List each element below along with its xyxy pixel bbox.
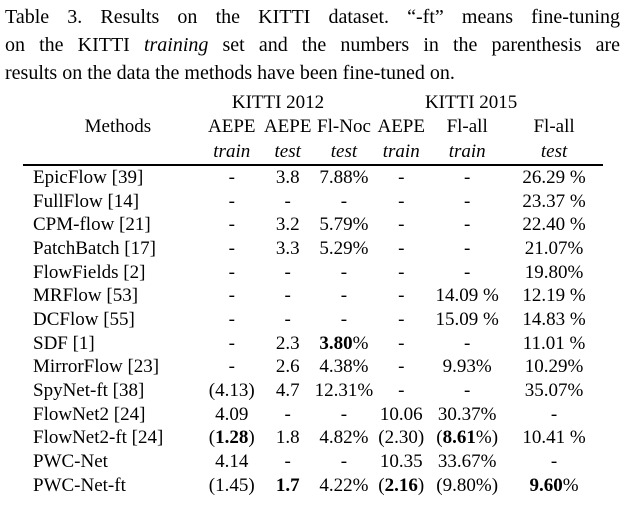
table-cell: 3.2 [275,214,300,236]
table-cell: 10.35 [379,451,423,473]
table-cell: - [340,403,348,425]
table-cell: - [550,451,558,473]
empty-cell [23,139,203,165]
table-cell: 4.09 [215,403,249,425]
table-cell: - [398,380,405,402]
empty-cell [23,92,203,114]
method-name: CPM-flow [21] [33,214,151,236]
table-cell: - [284,190,291,212]
table-cell: - [464,261,471,283]
table-cell: (4.13) [208,380,255,402]
table-cell: - [398,308,405,330]
table-cell: - [228,214,235,236]
table-cell: - [464,190,471,212]
table-cell: 4.7 [275,380,300,402]
table-header [23,92,603,165]
table-cell: (1.28) [208,427,255,449]
table-cell: 3.3 [275,237,300,259]
split-header-row [23,139,603,165]
table-cell: - [228,356,235,378]
table-cell: - [284,403,291,425]
table-cell: - [284,451,291,473]
table-cell: - [284,261,291,283]
method-name: FlowFields [2] [33,261,146,283]
table-row [23,332,603,356]
table-cell: 12.19 % [522,285,586,307]
table-cell: - [284,285,291,307]
table-cell: (8.61%) [436,427,499,449]
method-name: PWC-Net [33,451,108,473]
method-name: SpyNet-ft [38] [33,380,145,402]
caption-line-3: results on the data the methods have been fine-tuned on. [5,62,455,84]
table-cell: - [340,261,348,283]
caption-line-2-italic: training [143,34,209,56]
table-cell: - [398,214,405,236]
table-cell: 1.7 [275,474,300,496]
column-header-aepe-2012-train: AEPE [208,115,256,137]
table-cell: 5.29% [319,237,369,259]
table-cell: 22.40 % [522,214,586,236]
table-cell: (2.16) [378,474,425,496]
table-cell: 26.29 % [522,166,586,188]
table-cell: 5.79% [319,214,369,236]
column-group-kitti-2012: KITTI 2012 [231,92,325,113]
table-cell: 4.22% [319,474,369,496]
method-name: EpicFlow [39] [33,166,144,188]
table-cell: - [464,214,471,236]
split-label: test [261,139,315,165]
table-cell: - [340,451,348,473]
table-cell: - [464,380,471,402]
table-cell: - [340,308,348,330]
method-name: FlowNet2 [24] [33,403,146,425]
table-cell: - [398,190,405,212]
method-name: MirrorFlow [23] [33,356,160,378]
table-cell: 15.09 % [435,308,499,330]
table-cell: 10.29% [524,356,584,378]
results-table [23,92,603,498]
table-cell: (9.80%) [436,474,499,496]
table-cell: - [398,285,405,307]
table-row [23,165,603,190]
table-body [23,165,603,498]
table-cell: - [228,285,235,307]
table-cell: - [228,190,235,212]
table-cell: (2.30) [378,427,425,449]
table-cell: - [398,332,405,354]
column-header-aepe-2015-train: AEPE [377,115,425,137]
method-name: SDF [1] [33,332,95,354]
method-name: PWC-Net-ft [33,474,126,496]
table-caption [0,0,625,87]
table-row [23,213,603,237]
caption-line-2 [5,31,620,59]
method-name: FullFlow [14] [33,190,140,212]
table-cell: 3.80% [319,332,369,354]
table-cell: 1.8 [275,427,300,449]
table-cell: - [464,237,471,259]
column-group-kitti-2015: KITTI 2015 [424,92,518,113]
table-cell: 12.31% [314,380,374,402]
table-row [23,379,603,403]
table-cell: 2.3 [275,332,300,354]
table-row [23,190,603,214]
table-cell: 3.8 [275,166,300,188]
method-name: MRFlow [53] [33,285,139,307]
table-cell: - [550,403,558,425]
split-label: train [203,139,261,165]
table-cell: - [228,166,235,188]
table-cell: - [228,332,235,354]
table-cell: 14.09 % [435,285,499,307]
table-row [23,356,603,380]
caption-line-1: Table 3. Results on the KITTI dataset. “-ft” means fine-tuning [5,6,620,28]
method-name: DCFlow [55] [33,308,135,330]
table-cell: 19.80% [524,261,584,283]
table-cell: 23.37 % [522,190,586,212]
table-cell: 4.38% [319,356,369,378]
table-row [23,308,603,332]
table-row [23,403,603,427]
table-row [23,427,603,451]
table-row [23,237,603,261]
table-row [23,284,603,308]
method-name: PatchBatch [17] [33,237,156,259]
split-label: train [429,139,505,165]
column-header-flall-2015-test: Fl-all [533,115,575,137]
table-cell: 2.6 [275,356,300,378]
table-cell: 10.06 [379,403,423,425]
split-label: train [373,139,429,165]
column-header-flnoc-2012-test: Fl-Noc [317,115,371,137]
table-row [23,261,603,285]
methods-column-header: Methods [84,115,152,137]
table-cell: 7.88% [319,166,369,188]
table-cell: - [398,261,405,283]
metric-header-row [23,114,603,139]
split-label: test [505,139,603,165]
table-cell: - [398,166,405,188]
table-cell: - [340,285,348,307]
caption-line-2-pre: on the KITTI [5,34,144,56]
table-row [23,474,603,498]
table-cell: 33.67% [437,451,497,473]
table-cell: 30.37% [437,403,497,425]
table-cell: - [228,237,235,259]
table-cell: - [228,308,235,330]
table-cell: - [464,332,471,354]
table-cell: 4.82% [319,427,369,449]
table-cell: 9.93% [442,356,492,378]
column-group-row [23,92,603,114]
table-cell: - [228,261,235,283]
table-cell: 9.60% [529,474,579,496]
table-cell: 35.07% [524,380,584,402]
split-label: test [315,139,374,165]
table-cell: 11.01 % [522,332,586,354]
column-header-flall-2015-train: Fl-all [446,115,488,137]
table-cell: 14.83 % [522,308,586,330]
table-cell: 10.41 % [522,427,586,449]
table-cell: - [284,308,291,330]
table-cell: - [340,190,348,212]
method-name: FlowNet2-ft [24] [33,427,164,449]
table-cell: (1.45) [208,474,255,496]
table-cell: - [464,166,471,188]
table-row [23,450,603,474]
table-cell: 21.07% [524,237,584,259]
caption-line-2-post: set and the numbers in the parenthesis are [208,34,621,56]
table-cell: - [398,356,405,378]
table-cell: - [398,237,405,259]
table-cell: 4.14 [215,451,249,473]
column-header-aepe-2012-test: AEPE [263,115,312,137]
